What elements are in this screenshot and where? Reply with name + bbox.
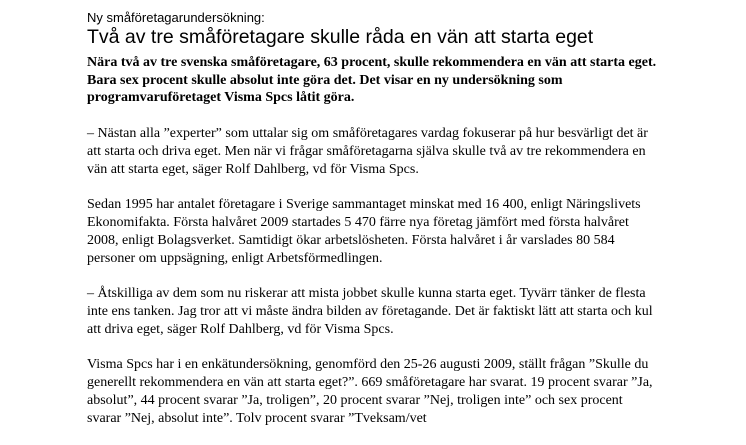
body-paragraph-3: – Åtskilliga av dem som nu riskerar att mista jobbet skulle kunna starta eget. Tyvärr tänker de flesta inte ens tanken. Jag tror att vi måste ändra bilden av företagande. Det är faktiskt lätt att starta och kul att driva eget, säger Rolf Dahlberg, vd för Visma Spcs. xyxy=(87,285,653,337)
kicker: Ny småföretagarundersökning: xyxy=(87,10,265,25)
headline: Två av tre småföretagare skulle råda en vän att starta eget xyxy=(87,26,594,48)
lead-paragraph: Nära två av tre svenska småföretagare, 63 procent, skulle rekommendera en vän att starta eget. Bara sex procent skulle absolut inte göra det. Det visar en ny undersökning som programvaruföretaget Visma Spcs låtit göra. xyxy=(87,55,657,105)
body-paragraph-2: Sedan 1995 har antalet företagare i Sverige sammantaget minskat med 16 400, enligt Näringslivets Ekonomifakta. Första halvåret 2009 startades 5 470 färre nya företag jämfört med första halvåret 2008, enligt Bolagsverket. Samtidigt ökar arbetslösheten. Första halvåret i år varslades 80 584 personer om uppsägning, enligt Arbetsförmedlingen. xyxy=(87,196,641,266)
body-paragraph-4: Visma Spcs har i en enkätundersökning, genomförd den 25-26 augusti 2009, ställt frågan ”Skulle du generellt rekommendera en vän att starta eget?”. 669 småföretagare har svarat. 19 procent svarar ”Ja, absolut”, 44 procent svarar ”Ja, troligen”, 20 procent svarar ”Nej, troligen inte” och sex procent svarar ”Nej, absolut inte”. Tolv procent svarar ”Tveksam/vet xyxy=(87,356,653,426)
body-paragraph-1: – Nästan alla ”experter” som uttalar sig om småföretagares vardag fokuserar på hur besvärligt det är att starta och driva eget. Men när vi frågar småföretagarna själva skulle två av tre rekommendera en vän att starta eget, säger Rolf Dahlberg, vd för Visma Spcs. xyxy=(87,125,648,177)
document-page xyxy=(87,10,657,445)
